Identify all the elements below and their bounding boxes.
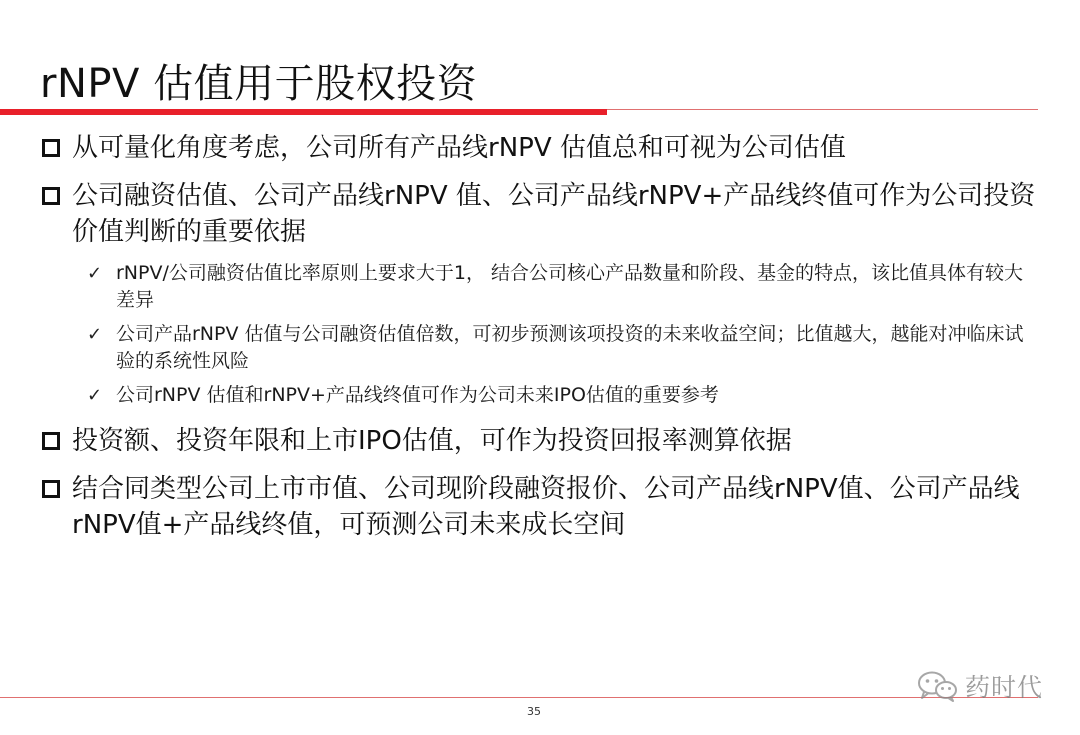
title-accent-bar [0,109,607,115]
page-number: 35 [527,705,541,718]
sub-bullet-item [40,382,1040,409]
square-bullet-icon [42,432,60,450]
sub-bullet-item [40,321,1040,375]
square-bullet-icon [42,139,60,157]
brand-watermark [915,668,1043,704]
wechat-logo-icon [915,669,959,703]
square-bullet-icon [42,187,60,205]
square-bullet-icon [42,480,60,498]
sub-bullet-text: rNPV/公司融资估值比率原则上要求大于1， 结合公司核心产品数量和阶段、基金的特点，该比值具体有较大差异 [116,262,1024,311]
slide-title: rNPV 估值用于股权投资 [40,61,478,107]
slide-body [40,130,1040,555]
checkmark-icon: ✓ [87,324,103,345]
bullet-text: 公司融资估值、公司产品线rNPV 值、公司产品线rNPV+产品线终值可作为公司投资价值判断的重要依据 [72,181,1036,247]
sub-bullet-item [40,260,1040,314]
checkmark-icon: ✓ [87,385,103,406]
bullet-text: 结合同类型公司上市市值、公司现阶段融资报价、公司产品线rNPV值、公司产品线rNPV值+产品线终值，可预测公司未来成长空间 [72,474,1020,540]
sub-bullet-list [40,260,1040,409]
footer-divider [0,697,1038,698]
checkmark-icon: ✓ [87,263,103,284]
bullet-item [40,130,1040,166]
bullet-item [40,471,1040,543]
bullet-item [40,423,1040,459]
sub-bullet-text: 公司产品rNPV 估值与公司融资估值倍数，可初步预测该项投资的未来收益空间；比值越大，越能对冲临床试验的系统性风险 [116,323,1024,372]
sub-bullet-text: 公司rNPV 估值和rNPV+产品线终值可作为公司未来IPO估值的重要参考 [116,384,719,406]
bullet-item [40,178,1040,250]
bullet-text: 从可量化角度考虑，公司所有产品线rNPV 估值总和可视为公司估值 [72,133,846,163]
brand-name: 药时代 [965,673,1044,702]
bullet-text: 投资额、投资年限和上市IPO估值，可作为投资回报率测算依据 [72,426,792,456]
